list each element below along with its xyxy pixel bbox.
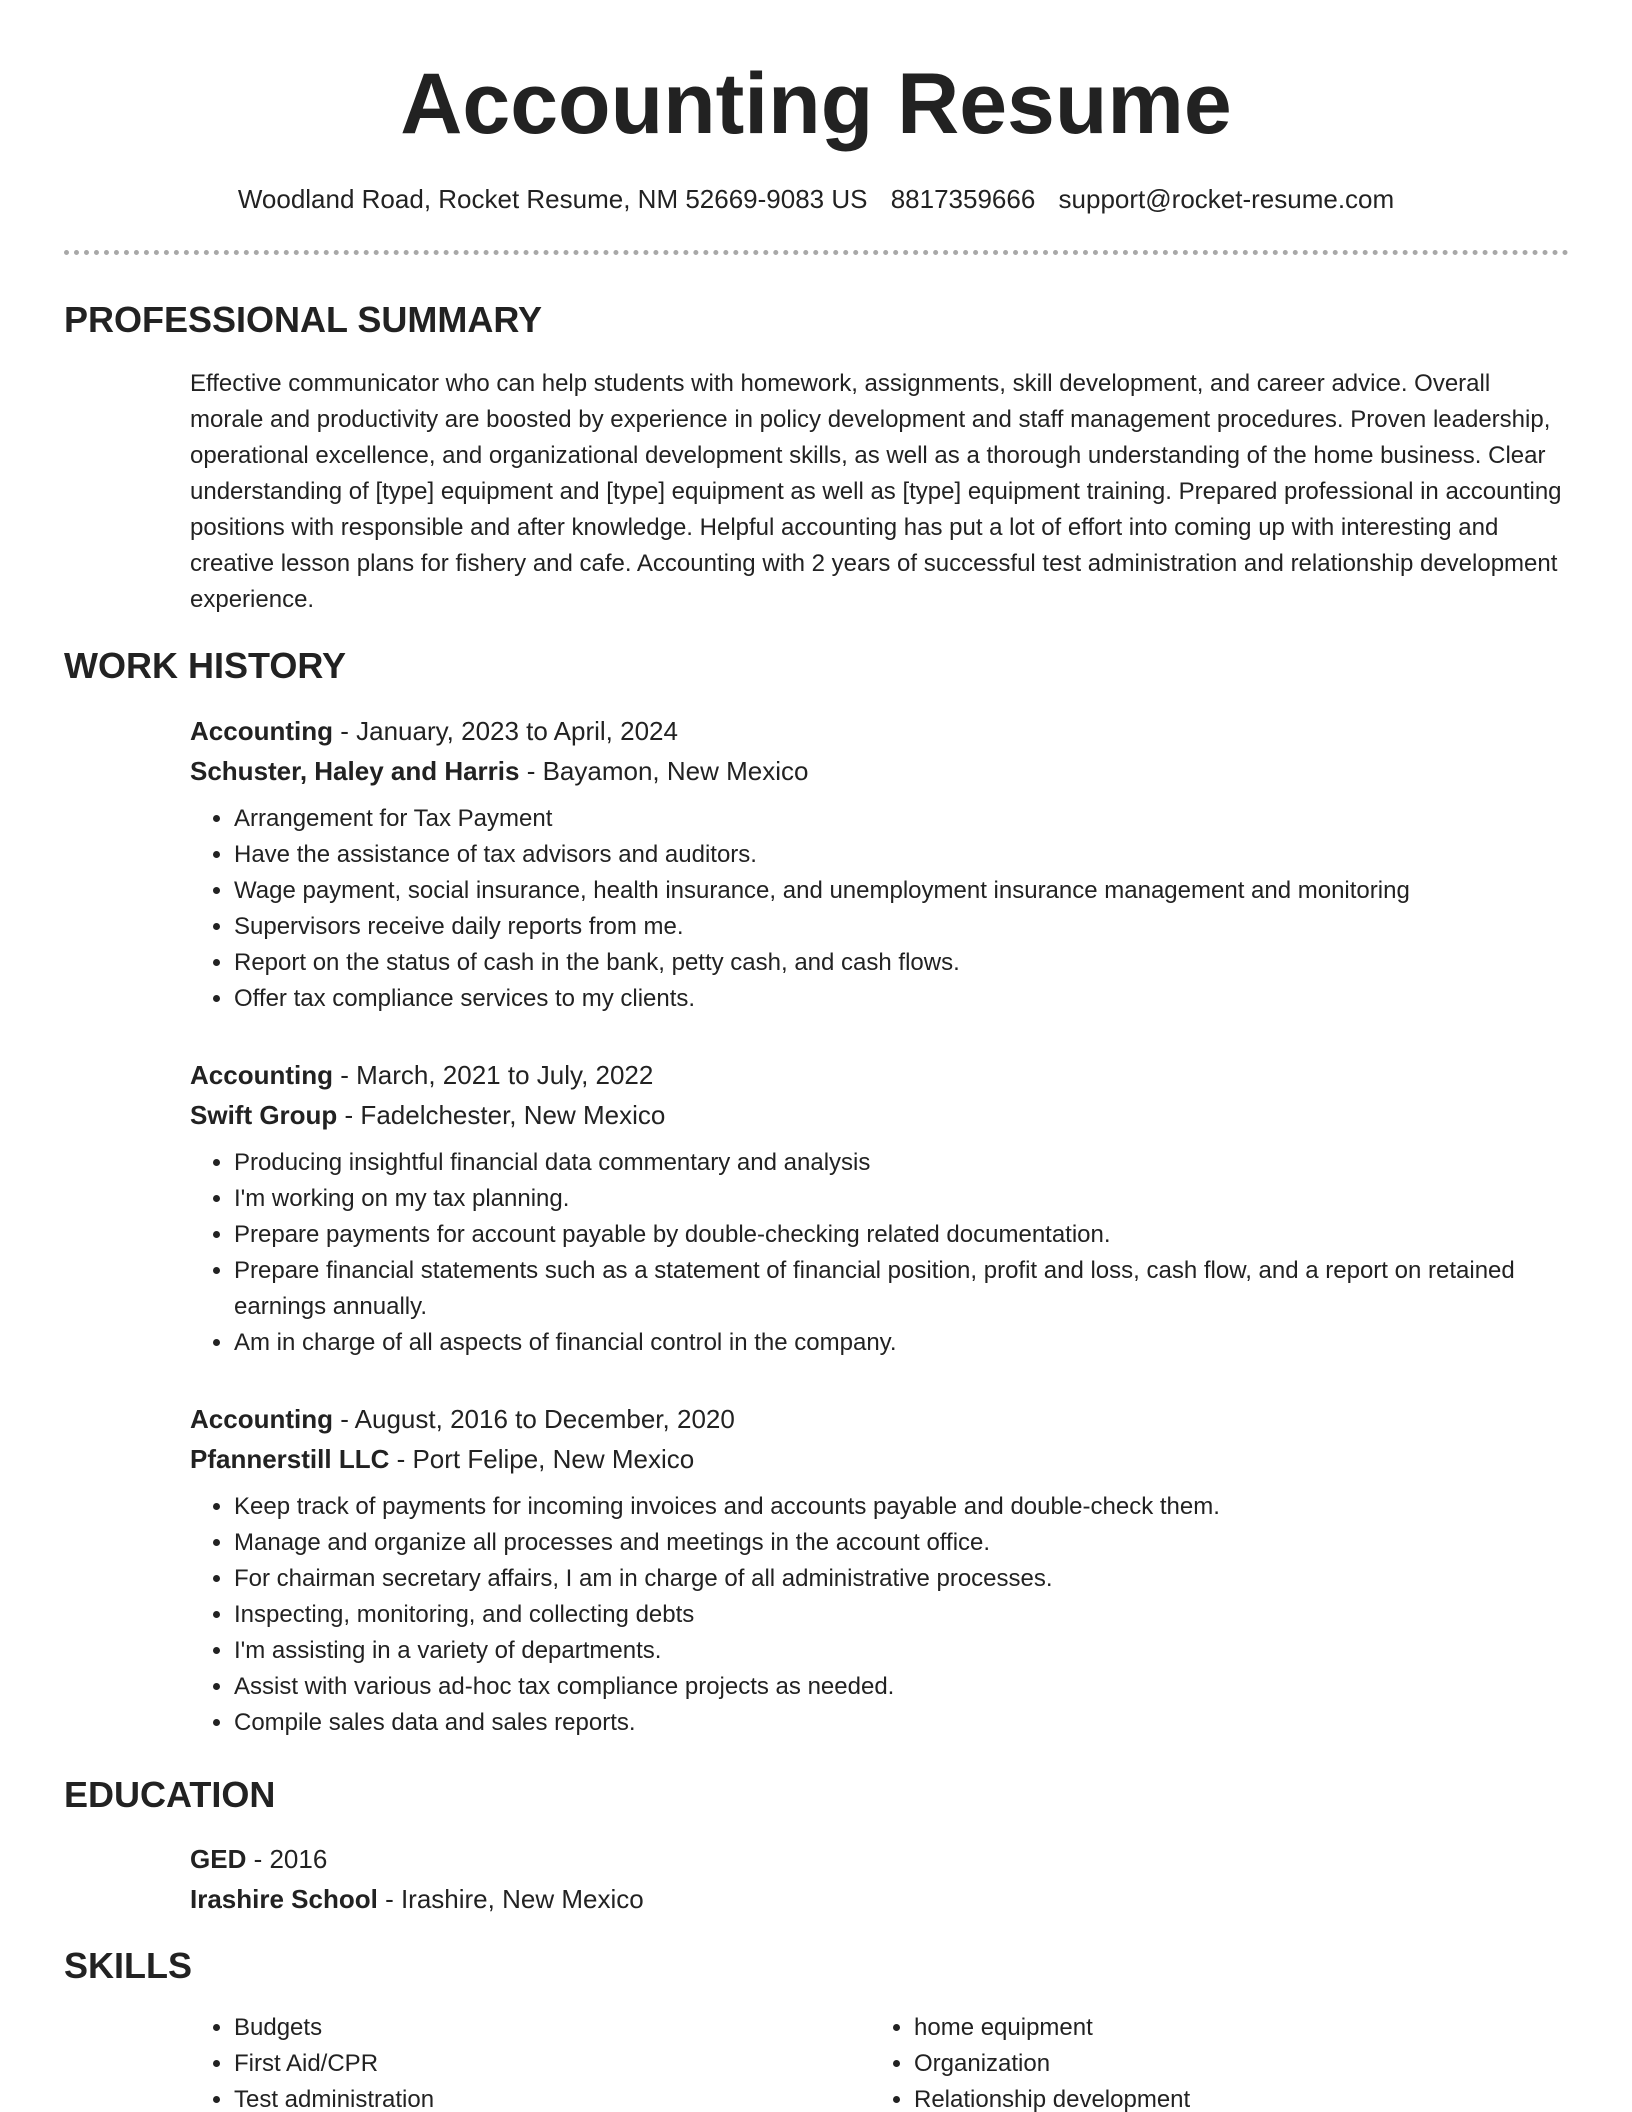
job-bullets [190, 1145, 1570, 1361]
list-item: • home equipment [914, 2010, 1510, 2046]
list-item: • Report on the status of cash in the bank, petty cash, and cash flows. [234, 945, 1570, 981]
education-school: Irashire School [190, 1884, 378, 1914]
list-item: • Compile sales data and sales reports. [234, 1705, 1570, 1741]
skills-right-column [870, 2010, 1510, 2112]
list-item: • Manage and organize all processes and meetings in the account office. [234, 1525, 1570, 1561]
job-entry-2 [190, 1055, 1570, 1361]
list-item: • I'm assisting in a variety of departments. [234, 1633, 1570, 1669]
summary-text: Effective communicator who can help students with homework, assignments, skill development, and career advice. Overall morale and productivity are boosted by experience in policy development and staff management procedures. Proven leadership, operational excellence, and organizational development skills, as well as a thorough understanding of the home business. Clear understanding of [type] equipment and [type] equipment as well as [type] equipment training. Prepared professional in accounting positions with responsible and after knowledge. Helpful accounting has put a lot of effort into coming up with interesting and creative lesson plans for fishery and cafe. Accounting with 2 years of successful test administration and relationship development experience. [190, 370, 1562, 613]
list-item: • Producing insightful financial data commentary and analysis [234, 1145, 1570, 1181]
skills-list-right [870, 2010, 1510, 2112]
job-company-line [190, 1439, 1570, 1479]
job-company-line [190, 751, 1570, 791]
job-title: Accounting [190, 1404, 333, 1434]
job-company: Swift Group [190, 1100, 338, 1130]
list-item: • Assist with various ad-hoc tax compliance projects as needed. [234, 1669, 1570, 1705]
job-dates: - March, 2021 to July, 2022 [333, 1060, 654, 1090]
list-item: • Offer tax compliance services to my clients. [234, 981, 1570, 1017]
education-year: - 2016 [246, 1844, 328, 1874]
job-company: Schuster, Haley and Harris [190, 756, 520, 786]
list-item: • First Aid/CPR [234, 2046, 830, 2082]
job-title: Accounting [190, 1060, 333, 1090]
resume-title: Accounting Resume [400, 56, 1232, 152]
education-location: - Irashire, New Mexico [377, 1884, 644, 1914]
job-title-line [190, 711, 1570, 751]
list-item: • Prepare financial statements such as a statement of financial position, profit and loss, cash flow, and a report on retained earnings annually. [234, 1253, 1570, 1325]
education-degree-line [190, 1839, 1570, 1879]
header-divider [64, 250, 1569, 255]
list-item: • Keep track of payments for incoming invoices and accounts payable and double-check them. [234, 1489, 1570, 1525]
job-location: - Fadelchester, New Mexico [337, 1100, 666, 1130]
list-item: • For chairman secretary affairs, I am in charge of all administrative processes. [234, 1561, 1570, 1597]
job-dates: - August, 2016 to December, 2020 [333, 1404, 735, 1434]
job-company: Pfannerstill LLC [190, 1444, 390, 1474]
list-item: • Relationship development [914, 2082, 1510, 2112]
list-item: • Am in charge of all aspects of financial control in the company. [234, 1325, 1570, 1361]
job-location: - Bayamon, New Mexico [519, 756, 809, 786]
job-location: - Port Felipe, New Mexico [389, 1444, 695, 1474]
job-bullets [190, 801, 1570, 1017]
work-history-heading: WORK HISTORY [64, 645, 347, 686]
job-dates: - January, 2023 to April, 2024 [333, 716, 678, 746]
list-item: • Prepare payments for account payable by double-checking related documentation. [234, 1217, 1570, 1253]
list-item: • I'm working on my tax planning. [234, 1181, 1570, 1217]
list-item: • Wage payment, social insurance, health insurance, and unemployment insurance management and monitoring [234, 873, 1570, 909]
education-heading: EDUCATION [64, 1774, 276, 1815]
job-title-line [190, 1055, 1570, 1095]
job-bullets [190, 1489, 1570, 1741]
education-entry [190, 1839, 1570, 1919]
education-school-line [190, 1879, 1570, 1919]
contact-email: support@rocket-resume.com [1058, 184, 1395, 214]
job-entry-3 [190, 1399, 1570, 1741]
list-item: • Budgets [234, 2010, 830, 2046]
list-item: • Supervisors receive daily reports from me. [234, 909, 1570, 945]
contact-phone: 8817359666 [890, 184, 1036, 214]
list-item: • Organization [914, 2046, 1510, 2082]
list-item: • Test administration [234, 2082, 830, 2112]
job-title-line [190, 1399, 1570, 1439]
job-title: Accounting [190, 716, 333, 746]
job-company-line [190, 1095, 1570, 1135]
contact-line [0, 181, 1632, 217]
skills-list-left [190, 2010, 830, 2112]
summary-heading: PROFESSIONAL SUMMARY [64, 299, 543, 340]
skills-heading: SKILLS [64, 1945, 193, 1986]
list-item: • Inspecting, monitoring, and collecting debts [234, 1597, 1570, 1633]
job-entry-1 [190, 711, 1570, 1017]
list-item: • Have the assistance of tax advisors and auditors. [234, 837, 1570, 873]
skills-left-column [190, 2010, 830, 2112]
education-degree: GED [190, 1844, 247, 1874]
list-item: • Arrangement for Tax Payment [234, 801, 1570, 837]
contact-address: Woodland Road, Rocket Resume, NM 52669-9083 US [237, 184, 868, 214]
